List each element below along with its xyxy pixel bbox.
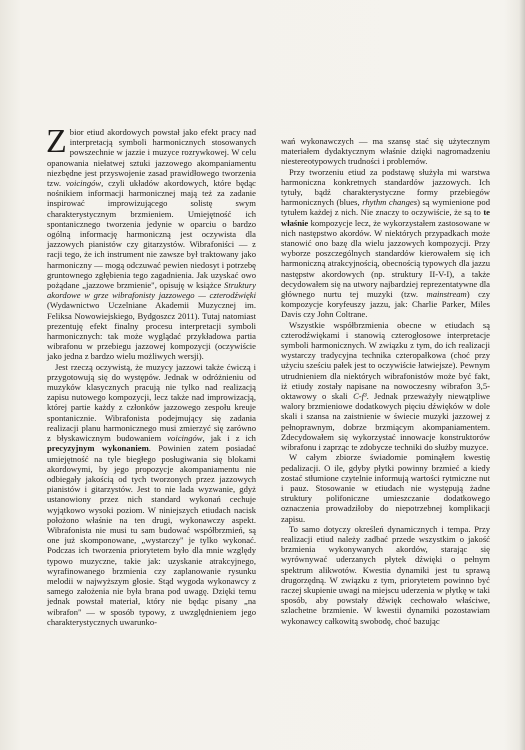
paragraph-practice: Jest rzeczą oczywistą, że muzycy jazzowi także ćwiczą i przygotowują się do występów. Jednak w odróżnieniu od muzyków klasycznych pracują nie tylko nad realizacją zapisu nutowego kompozycji, lecz także nad improwizacją, której partie każdy z członków jazzowego zespołu kreuje spontanicznie. Wibrafonista podejmujący się zadania realizacji planu harmonicznego musi zmierzyć się zarówno z błyskawicznym budowaniem voicingów, jak i z ich precyzyjnym wykonaniem. Powinien zatem posiadać umiejętność na tyle biegłego posługiwania się blokami akordowymi, by jego propozycje akompaniamentu nie odbiegały jakością od tych tworzonych przez jazzowych pianistów i gitarzystów. Jest to nie lada wyzwanie, gdyż ustanowiony przez nich standard wykonań cechuje wyjątkowo wysoki poziom. W niniejszych etiudach nacisk położono właśnie na ten drugi, wykonawczy aspekt. Wibrafonista nie musi tu sam budować współbrzmień, są one już skomponowane, „wystarczy" je tylko wykonać. Podczas ich tworzenia priorytetem było dla mnie względy typowo muzyczne, takie jak: uzyskanie atrakcyjnego, wyrafinowanego brzmienia czy zaplanowanie rysunku melodii w najwyższym głosie. Stąd wygoda wykonawcy z samego założenia nie była brana pod uwagę. Dzięki temu jednak powstał materiał, który nie będąc pisany „na wibrafon" — w sposób typowy, z uwzględnieniem jego charakterystycznych uwarunko- — [47, 361, 256, 627]
drop-cap-letter: Z — [46, 123, 67, 160]
page-edge-shadow — [519, 0, 525, 750]
paragraph-pedaling: W całym zbiorze świadomie pominąłem kwestię pedalizacji. O ile, gdyby płytki powinny brzmieć a kiedy zostać stłumione czytelnie informują wartości rytmiczne nut i pauz. Stosowanie w etiudach nie występują żadne struktury polifoniczne umieszczanie dodatkowego oznaczenia prowadziłoby do niepotrzebnej komplikacji zapisu. — [281, 452, 490, 524]
paragraph-intro: Zbior etiud akordowych powstał jako efekt pracy nad interpretacją symboli harmonicznych stosowanych powszechnie w jazzie i muzyce rozrywkowej. W celu opanowania niełatwej sztuki jazzowego akompaniamentu niezbędne jest przyswojenie zasad prawidłowego tworzenia tzw. voicingów, czyli układów akordowych, które będąc nośnikiem informacji harmonicznej mają też za zadanie inspirować improwizującego solistę swym charakterystycznym brzmieniem. Umiejętność ich spontanicznego tworzenia jedynie w oparciu o bardzo ogólną informację harmoniczną jest oczywista dla jazzowych pianistów czy gitarzystów. Wibrafoniści — z racji tego, że ich instrument nie zawsze był traktowany jako harmoniczny — mogą odczuwać pewien niedosyt i potrzebę gruntownego zgłębienia tego zagadnienia. Jak uzyskać owo pożądane „jazzowe brzmienie", opisuję w książce Struktury akordowe w grze wibrafonisty jazzowego — czterodźwięki (Wydawnictwo Uczelniane Akademii Muzycznej im. Feliksa Nowowiejskiego, Bydgoszcz 2011). Tutaj natomiast prezentuję efekt finalny procesu interpretacji symboli harmonicznych: tak może wyglądać przykładowa partia wibrafonu w przebiegu jazzowej kompozycji (oczywiście jako jedna z bardzo wielu możliwych wersji). — [46, 123, 256, 362]
paragraph-dynamics: To samo dotyczy określeń dynamicznych i tempa. Przy realizacji etiud należy zadbać przede wszystkim o jakość brzmienia wykonywanych akordów, starając się wyrównywać uderzanych płytek dźwięki o pełnym spektrum alikwotów. Kwestia dynamiki jest tu sprawą drugorzędną. W związku z tym, priorytetem powinno być raczej skupienie uwagi na miejscu uderzenia w płytkę w taki sposób, aby powstały dźwięk cechowało właściwe, szlachetne brzmienie. W kwestii dynamiki pozostawiam wykonawcy całkowitą swobodę, choć bazując — [281, 523, 490, 626]
paragraph-standards: Przy tworzeniu etiud za podstawę służyła mi warstwa harmoniczna konkretnych standardów jazzowych. Ich tytuły, bądź charakterystyczne formy przebiegów harmonicznych (blues, rhythm changes) są wymienione pod tytułem każdej z nich. Nie znaczy to oczywiście, że są to te właśnie kompozycje lecz, że wykorzystałem zastosowane w nich następstwo akordów. W niektórych przypadkach może stanowić ono bazę dla wielu jazzowych kompozycji. Przy wyborze poszczególnych standardów kierowałem się ich harmoniczną atrakcyjnością, obecnością typowych dla jazzu następstw akordowych (np. struktury II-V-I), a także decydowałem się na utwory najbardziej reprezentatywne dla głównego nurtu tej muzyki (tzw. mainstream) czy kompozycje koryfeuszy jazzu, jak: Charlie Parker, Miles Davis czy John Coltrane. — [281, 166, 491, 320]
left-column — [46, 123, 256, 627]
paragraph-harmonies: Wszystkie współbrzmienia obecne w etiudach są czterodźwiękami i stanowią czterogłosowe interpretacje symboli harmonicznych. W związku z tym, do ich realizacji wystarczy tradycyjna technika czteropałkowa (choć przy użyciu sześciu pałek jest to oczywiście łatwiejsze). Pewnym utrudnieniem dla niektórych wibrafonistów może być fakt, iż etiudy zostały napisane na nowoczesny wibrafon 3,5-oktawowy o skali C-f³. Jednak przeważyły niewątpliwe walory brzmieniowe dodatkowych pięciu dźwięków w dole skali i szansa na zaistnienie w świecie muzyki jazzowej z pełnoprawnym, dobrze brzmiącym akompaniamentem. Zdecydowałem się wykorzystać innowacje konstruktorów wibrafonu i zaprząc te zdobycze techniki do służby muzyce. — [281, 319, 490, 453]
right-column — [281, 136, 490, 626]
paragraph-continuation: wań wykonawczych — ma szansę stać się użytecznym materiałem dydaktycznym właśnie dzięki nagromadzeniu niestereotypowych trudności i problemów. — [281, 136, 490, 167]
